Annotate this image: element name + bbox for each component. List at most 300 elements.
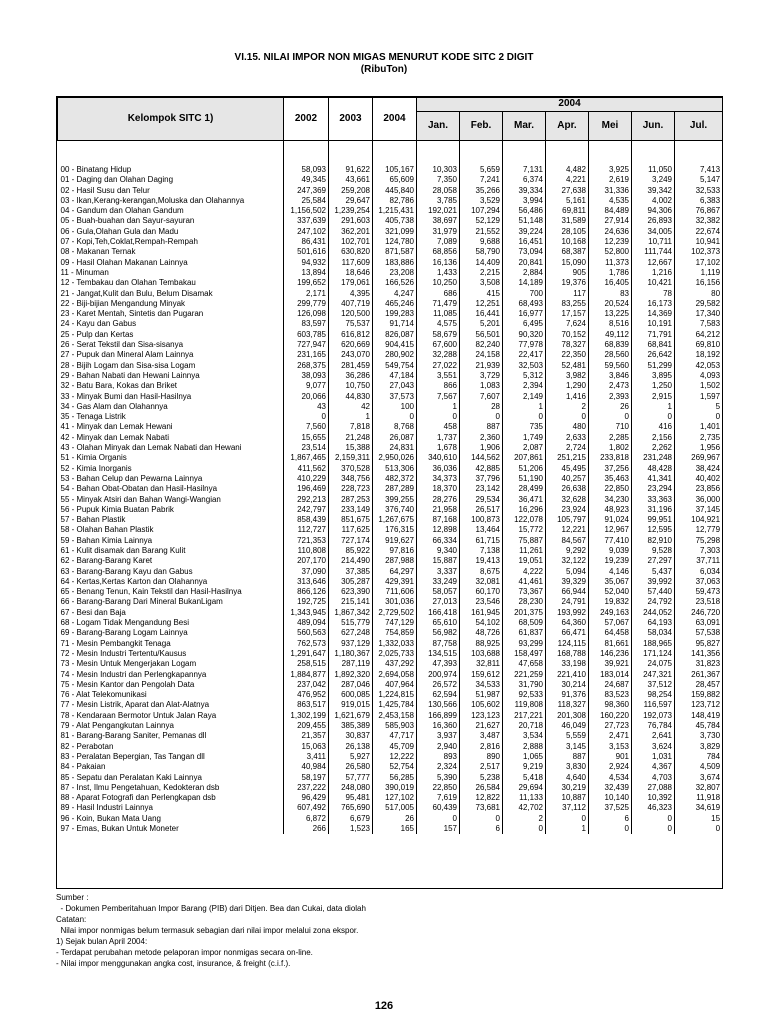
cell-value: 34,533 bbox=[460, 680, 503, 690]
cell-value: 3,411 bbox=[284, 752, 329, 762]
cell-value: 32,533 bbox=[675, 186, 723, 196]
cell-value: 58,197 bbox=[284, 773, 329, 783]
cell-value: 437,292 bbox=[373, 659, 417, 669]
cell-value: 168,788 bbox=[546, 649, 589, 659]
cell-value: 9,528 bbox=[632, 546, 675, 556]
cell-value: 87,758 bbox=[417, 639, 460, 649]
cell-value: 76,784 bbox=[632, 721, 675, 731]
cell-value: 58,679 bbox=[417, 330, 460, 340]
table-row bbox=[58, 371, 723, 381]
cell-value: 36,000 bbox=[675, 495, 723, 505]
cell-value: 8,675 bbox=[460, 567, 503, 577]
cell-value: 3,925 bbox=[589, 165, 632, 175]
cell-value: 92,533 bbox=[503, 690, 546, 700]
cell-value: 19,376 bbox=[546, 278, 589, 288]
cell-value: 33,198 bbox=[546, 659, 589, 669]
cell-value: 40,984 bbox=[284, 762, 329, 772]
cell-value: 56,486 bbox=[503, 206, 546, 216]
cell-value: 600,085 bbox=[329, 690, 373, 700]
cell-value: 20,841 bbox=[503, 258, 546, 268]
row-label: 72 - Mesin Industri Tertentu/Kausus bbox=[58, 649, 284, 659]
cell-value: 686 bbox=[417, 289, 460, 299]
cell-value: 34,373 bbox=[417, 474, 460, 484]
cell-value: 59,473 bbox=[675, 587, 723, 597]
cell-value: 7,624 bbox=[546, 319, 589, 329]
cell-value: 69,810 bbox=[675, 340, 723, 350]
cell-value: 105,602 bbox=[460, 700, 503, 710]
cell-value: 73,094 bbox=[503, 247, 546, 257]
cell-value: 0 bbox=[546, 412, 589, 422]
cell-value: 8,516 bbox=[589, 319, 632, 329]
cell-value: 5,312 bbox=[503, 371, 546, 381]
cell-value: 280,902 bbox=[373, 350, 417, 360]
cell-value: 465,246 bbox=[373, 299, 417, 309]
cell-value: 1,065 bbox=[503, 752, 546, 762]
row-label: 52 - Kimia Inorganis bbox=[58, 464, 284, 474]
cell-value: 754,859 bbox=[373, 628, 417, 638]
cell-value: 7,583 bbox=[675, 319, 723, 329]
cell-value: 1,239,254 bbox=[329, 206, 373, 216]
cell-value: 937,129 bbox=[329, 639, 373, 649]
cell-value: 201,375 bbox=[503, 608, 546, 618]
note-line: - Dokumen Pemberitahuan Impor Barang (PIB) dari Ditjen. Bea dan Cukai, data diolah bbox=[56, 904, 366, 913]
cell-value: 31,336 bbox=[589, 186, 632, 196]
cell-value: 179,061 bbox=[329, 278, 373, 288]
cell-value: 26,138 bbox=[329, 742, 373, 752]
table-row bbox=[58, 742, 723, 752]
cell-value: 37,063 bbox=[675, 577, 723, 587]
header-month: Mei bbox=[589, 112, 632, 141]
cell-value: 2,025,733 bbox=[373, 649, 417, 659]
cell-value: 6,495 bbox=[503, 319, 546, 329]
cell-value: 87,168 bbox=[417, 515, 460, 525]
cell-value: 117 bbox=[546, 289, 589, 299]
cell-value: 5,559 bbox=[546, 731, 589, 741]
cell-value: 3,785 bbox=[417, 196, 460, 206]
cell-value: 12,667 bbox=[632, 258, 675, 268]
cell-value: 75,887 bbox=[503, 536, 546, 546]
cell-value: 1,621,679 bbox=[329, 711, 373, 721]
table-row bbox=[58, 484, 723, 494]
cell-value: 83 bbox=[589, 289, 632, 299]
table-row bbox=[58, 165, 723, 175]
cell-value: 83,523 bbox=[589, 690, 632, 700]
table-row bbox=[58, 206, 723, 216]
cell-value: 24,158 bbox=[460, 350, 503, 360]
cell-value: 7,818 bbox=[329, 422, 373, 432]
cell-value: 10,941 bbox=[675, 237, 723, 247]
table-row bbox=[58, 773, 723, 783]
cell-value: 10,750 bbox=[329, 381, 373, 391]
cell-value: 117,609 bbox=[329, 258, 373, 268]
cell-value: 127,102 bbox=[373, 793, 417, 803]
cell-value: 66,334 bbox=[417, 536, 460, 546]
cell-value: 30,837 bbox=[329, 731, 373, 741]
cell-value: 620,669 bbox=[329, 340, 373, 350]
cell-value: 65,609 bbox=[373, 175, 417, 185]
table-row bbox=[58, 216, 723, 226]
row-label: 88 - Aparat Fotografi dan Perlengkapan dsb bbox=[58, 793, 284, 803]
cell-value: 91,024 bbox=[589, 515, 632, 525]
cell-value: 281,459 bbox=[329, 361, 373, 371]
cell-value: 7,560 bbox=[284, 422, 329, 432]
cell-value: 124,780 bbox=[373, 237, 417, 247]
cell-value: 710 bbox=[589, 422, 632, 432]
table-row bbox=[58, 587, 723, 597]
cell-value: 4,575 bbox=[417, 319, 460, 329]
cell-value: 7,138 bbox=[460, 546, 503, 556]
table-row bbox=[58, 289, 723, 299]
row-label: 82 - Perabotan bbox=[58, 742, 284, 752]
row-label: 01 - Daging dan Olahan Daging bbox=[58, 175, 284, 185]
row-label: 77 - Mesin Listrik, Aparat dan Alat-Alatnya bbox=[58, 700, 284, 710]
cell-value: 48,726 bbox=[460, 628, 503, 638]
cell-value: 458 bbox=[417, 422, 460, 432]
cell-value: 19,051 bbox=[503, 556, 546, 566]
cell-value: 476,952 bbox=[284, 690, 329, 700]
table-row bbox=[58, 649, 723, 659]
cell-value: 12,967 bbox=[589, 525, 632, 535]
table-row bbox=[58, 793, 723, 803]
cell-value: 64,212 bbox=[675, 330, 723, 340]
cell-value: 27,043 bbox=[373, 381, 417, 391]
header-year: 2003 bbox=[329, 98, 373, 141]
cell-value: 1,867,342 bbox=[329, 608, 373, 618]
cell-value: 16,296 bbox=[503, 505, 546, 515]
row-label: 83 - Peralatan Bepergian, Tas Tangan dll bbox=[58, 752, 284, 762]
table-row bbox=[58, 361, 723, 371]
table-row bbox=[58, 278, 723, 288]
cell-value: 2,087 bbox=[503, 443, 546, 453]
cell-value: 7,607 bbox=[460, 392, 503, 402]
cell-value: 23,546 bbox=[460, 597, 503, 607]
cell-value: 0 bbox=[284, 412, 329, 422]
row-label: 85 - Sepatu dan Peralatan Kaki Lainnya bbox=[58, 773, 284, 783]
cell-value: 13,894 bbox=[284, 268, 329, 278]
cell-value: 43 bbox=[284, 402, 329, 412]
row-label: 27 - Pupuk dan Mineral Alam Lainnya bbox=[58, 350, 284, 360]
cell-value: 7,303 bbox=[675, 546, 723, 556]
cell-value: 38,697 bbox=[417, 216, 460, 226]
table-row bbox=[58, 536, 723, 546]
cell-value: 116,597 bbox=[632, 700, 675, 710]
table-row bbox=[58, 453, 723, 463]
cell-value: 37,525 bbox=[589, 803, 632, 813]
cell-value: 52,800 bbox=[589, 247, 632, 257]
cell-value: 29,694 bbox=[503, 783, 546, 793]
cell-value: 24,075 bbox=[632, 659, 675, 669]
row-label: 26 - Serat Tekstil dan Sisa-sisanya bbox=[58, 340, 284, 350]
cell-value: 28,560 bbox=[589, 350, 632, 360]
cell-value: 2,453,158 bbox=[373, 711, 417, 721]
cell-value: 10,168 bbox=[546, 237, 589, 247]
cell-value: 416 bbox=[632, 422, 675, 432]
row-label: 58 - Olahan Bahan Plastik bbox=[58, 525, 284, 535]
table-row bbox=[58, 258, 723, 268]
cell-value: 4,534 bbox=[589, 773, 632, 783]
cell-value: 2 bbox=[546, 402, 589, 412]
cell-value: 370,528 bbox=[329, 464, 373, 474]
note-line: Catatan: bbox=[56, 915, 87, 924]
cell-value: 44,830 bbox=[329, 392, 373, 402]
cell-value: 489,094 bbox=[284, 618, 329, 628]
cell-value: 4,535 bbox=[589, 196, 632, 206]
cell-value: 2,473 bbox=[589, 381, 632, 391]
cell-value: 37,090 bbox=[284, 567, 329, 577]
cell-value: 7,089 bbox=[417, 237, 460, 247]
cell-value: 47,658 bbox=[503, 659, 546, 669]
cell-value: 321,099 bbox=[373, 227, 417, 237]
cell-value: 94,932 bbox=[284, 258, 329, 268]
row-label: 63 - Barang-Barang Kayu dan Gabus bbox=[58, 567, 284, 577]
cell-value: 231,165 bbox=[284, 350, 329, 360]
cell-value: 4,640 bbox=[546, 773, 589, 783]
cell-value: 727,947 bbox=[284, 340, 329, 350]
cell-value: 258,515 bbox=[284, 659, 329, 669]
cell-value: 243,070 bbox=[329, 350, 373, 360]
cell-value: 31,979 bbox=[417, 227, 460, 237]
cell-value: 905 bbox=[546, 268, 589, 278]
cell-value: 134,515 bbox=[417, 649, 460, 659]
cell-value: 2,285 bbox=[589, 433, 632, 443]
cell-value: 4,146 bbox=[589, 567, 632, 577]
cell-value: 0 bbox=[546, 814, 589, 824]
cell-value: 192,073 bbox=[632, 711, 675, 721]
cell-value: 11,373 bbox=[589, 258, 632, 268]
cell-value: 1,083 bbox=[460, 381, 503, 391]
cell-value: 16,441 bbox=[460, 309, 503, 319]
cell-value: 221,410 bbox=[546, 670, 589, 680]
table-row bbox=[58, 680, 723, 690]
cell-value: 35,463 bbox=[589, 474, 632, 484]
row-label: 28 - Bijih Logam dan Sisa-sisa Logam bbox=[58, 361, 284, 371]
row-label: 51 - Kimia Organis bbox=[58, 453, 284, 463]
cell-value: 3,729 bbox=[460, 371, 503, 381]
cell-value: 3,487 bbox=[460, 731, 503, 741]
cell-value: 23,142 bbox=[460, 484, 503, 494]
cell-value: 16,360 bbox=[417, 721, 460, 731]
row-label: 81 - Barang-Barang Saniter, Pemanas dll bbox=[58, 731, 284, 741]
cell-value: 31,790 bbox=[503, 680, 546, 690]
cell-value: 158,497 bbox=[503, 649, 546, 659]
cell-value: 287,988 bbox=[373, 556, 417, 566]
cell-value: 217,221 bbox=[503, 711, 546, 721]
cell-value: 123,712 bbox=[675, 700, 723, 710]
cell-value: 407,964 bbox=[373, 680, 417, 690]
cell-value: 85,922 bbox=[329, 546, 373, 556]
row-label: 84 - Pakaian bbox=[58, 762, 284, 772]
cell-value: 1,425,784 bbox=[373, 700, 417, 710]
cell-value: 0 bbox=[460, 412, 503, 422]
cell-value: 29,647 bbox=[329, 196, 373, 206]
cell-value: 7,241 bbox=[460, 175, 503, 185]
cell-value: 166,899 bbox=[417, 711, 460, 721]
cell-value: 3,508 bbox=[460, 278, 503, 288]
cell-value: 26,572 bbox=[417, 680, 460, 690]
cell-value: 1 bbox=[546, 824, 589, 834]
notes-section bbox=[56, 892, 366, 969]
cell-value: 233,149 bbox=[329, 505, 373, 515]
cell-value: 12,898 bbox=[417, 525, 460, 535]
cell-value: 249,163 bbox=[589, 608, 632, 618]
table-row bbox=[58, 525, 723, 535]
cell-value: 91,376 bbox=[546, 690, 589, 700]
cell-value: 75,298 bbox=[675, 536, 723, 546]
cell-value: 176,315 bbox=[373, 525, 417, 535]
cell-value: 15 bbox=[675, 814, 723, 824]
cell-value: 5 bbox=[675, 402, 723, 412]
cell-value: 221,259 bbox=[503, 670, 546, 680]
cell-value: 6 bbox=[589, 814, 632, 824]
cell-value: 1,291,647 bbox=[284, 649, 329, 659]
cell-value: 82,910 bbox=[632, 536, 675, 546]
cell-value: 549,754 bbox=[373, 361, 417, 371]
cell-value: 7,350 bbox=[417, 175, 460, 185]
table-row bbox=[58, 474, 723, 484]
cell-value: 122,078 bbox=[503, 515, 546, 525]
table-row bbox=[58, 175, 723, 185]
cell-value: 919,627 bbox=[373, 536, 417, 546]
table-subtitle: (RibuTon) bbox=[360, 64, 408, 75]
cell-value: 110,808 bbox=[284, 546, 329, 556]
cell-value: 1,523 bbox=[329, 824, 373, 834]
cell-value: 39,992 bbox=[632, 577, 675, 587]
table-row bbox=[58, 567, 723, 577]
cell-value: 209,455 bbox=[284, 721, 329, 731]
cell-value: 51,987 bbox=[460, 690, 503, 700]
cell-value: 71,791 bbox=[632, 330, 675, 340]
cell-value: 1,802 bbox=[589, 443, 632, 453]
row-label: 05 - Buah-buahan dan Sayur-sayuran bbox=[58, 216, 284, 226]
cell-value: 39,334 bbox=[503, 186, 546, 196]
cell-value: 49,112 bbox=[589, 330, 632, 340]
cell-value: 901 bbox=[589, 752, 632, 762]
cell-value: 2,149 bbox=[503, 392, 546, 402]
cell-value: 480 bbox=[546, 422, 589, 432]
cell-value: 34,230 bbox=[589, 495, 632, 505]
cell-value: 30,219 bbox=[546, 783, 589, 793]
cell-value: 34,619 bbox=[675, 803, 723, 813]
cell-value: 49,345 bbox=[284, 175, 329, 185]
cell-value: 26,638 bbox=[546, 484, 589, 494]
cell-value: 627,248 bbox=[329, 628, 373, 638]
cell-value: 376,740 bbox=[373, 505, 417, 515]
cell-value: 123,123 bbox=[460, 711, 503, 721]
table-row bbox=[58, 515, 723, 525]
cell-value: 2,633 bbox=[546, 433, 589, 443]
cell-value: 26,517 bbox=[460, 505, 503, 515]
row-label: 41 - Minyak dan Lemak Hewani bbox=[58, 422, 284, 432]
cell-value: 1,884,877 bbox=[284, 670, 329, 680]
cell-value: 9,077 bbox=[284, 381, 329, 391]
cell-value: 52,754 bbox=[373, 762, 417, 772]
row-label: 96 - Koin, Bukan Mata Uang bbox=[58, 814, 284, 824]
cell-value: 70,152 bbox=[546, 330, 589, 340]
cell-value: 429,391 bbox=[373, 577, 417, 587]
cell-value: 26,642 bbox=[632, 350, 675, 360]
cell-value: 196,469 bbox=[284, 484, 329, 494]
cell-value: 47,717 bbox=[373, 731, 417, 741]
cell-value: 16,173 bbox=[632, 299, 675, 309]
header-group: Kelompok SITC 1) bbox=[58, 98, 284, 141]
cell-value: 51,190 bbox=[503, 474, 546, 484]
cell-value: 100 bbox=[373, 402, 417, 412]
cell-value: 1,906 bbox=[460, 443, 503, 453]
cell-value: 11,050 bbox=[632, 165, 675, 175]
cell-value: 919,015 bbox=[329, 700, 373, 710]
cell-value: 482,372 bbox=[373, 474, 417, 484]
cell-value: 560,563 bbox=[284, 628, 329, 638]
cell-value: 141,356 bbox=[675, 649, 723, 659]
cell-value: 2,171 bbox=[284, 289, 329, 299]
cell-value: 8,768 bbox=[373, 422, 417, 432]
cell-value: 32,081 bbox=[460, 577, 503, 587]
cell-value: 1,302,199 bbox=[284, 711, 329, 721]
cell-value: 45,709 bbox=[373, 742, 417, 752]
cell-value: 3,145 bbox=[546, 742, 589, 752]
cell-value: 37,711 bbox=[675, 556, 723, 566]
cell-value: 31,589 bbox=[546, 216, 589, 226]
cell-value: 1,737 bbox=[417, 433, 460, 443]
cell-value: 27,638 bbox=[546, 186, 589, 196]
cell-value: 64,360 bbox=[546, 618, 589, 628]
cell-value: 21,248 bbox=[329, 433, 373, 443]
row-label: 65 - Benang Tenun, Kain Tekstil dan Hasil-Hasilnya bbox=[58, 587, 284, 597]
cell-value: 866 bbox=[417, 381, 460, 391]
cell-value: 1,290 bbox=[546, 381, 589, 391]
cell-value: 268,375 bbox=[284, 361, 329, 371]
cell-value: 95,481 bbox=[329, 793, 373, 803]
cell-value: 233,818 bbox=[589, 453, 632, 463]
cell-value: 765,690 bbox=[329, 803, 373, 813]
cell-value: 83,255 bbox=[546, 299, 589, 309]
table-row bbox=[58, 422, 723, 432]
row-label: 08 - Makanan Ternak bbox=[58, 247, 284, 257]
cell-value: 46,049 bbox=[546, 721, 589, 731]
row-label: 78 - Kendaraan Bermotor Untuk Jalan Raya bbox=[58, 711, 284, 721]
cell-value: 5,147 bbox=[675, 175, 723, 185]
cell-value: 0 bbox=[417, 814, 460, 824]
cell-value: 68,856 bbox=[417, 247, 460, 257]
cell-value: 3,994 bbox=[503, 196, 546, 206]
cell-value: 118,327 bbox=[546, 700, 589, 710]
cell-value: 1,956 bbox=[675, 443, 723, 453]
cell-value: 77,978 bbox=[503, 340, 546, 350]
cell-value: 68,387 bbox=[546, 247, 589, 257]
cell-value: 287,289 bbox=[373, 484, 417, 494]
cell-value: 246,720 bbox=[675, 608, 723, 618]
cell-value: 2,262 bbox=[632, 443, 675, 453]
cell-value: 3,153 bbox=[589, 742, 632, 752]
table-row bbox=[58, 402, 723, 412]
cell-value: 21,627 bbox=[460, 721, 503, 731]
cell-value: 67,600 bbox=[417, 340, 460, 350]
cell-value: 7,413 bbox=[675, 165, 723, 175]
cell-value: 5,418 bbox=[503, 773, 546, 783]
cell-value: 231,248 bbox=[632, 453, 675, 463]
cell-value: 165 bbox=[373, 824, 417, 834]
table-row bbox=[58, 608, 723, 618]
cell-value: 0 bbox=[503, 824, 546, 834]
header-month: Feb. bbox=[460, 112, 503, 141]
row-label: 66 - Barang-Barang Dari Mineral BukanLigam bbox=[58, 597, 284, 607]
cell-value: 13,464 bbox=[460, 525, 503, 535]
cell-value: 59,560 bbox=[589, 361, 632, 371]
cell-value: 16,451 bbox=[503, 237, 546, 247]
cell-value: 43,661 bbox=[329, 175, 373, 185]
page-number: 126 bbox=[374, 1000, 394, 1012]
cell-value: 4,002 bbox=[632, 196, 675, 206]
